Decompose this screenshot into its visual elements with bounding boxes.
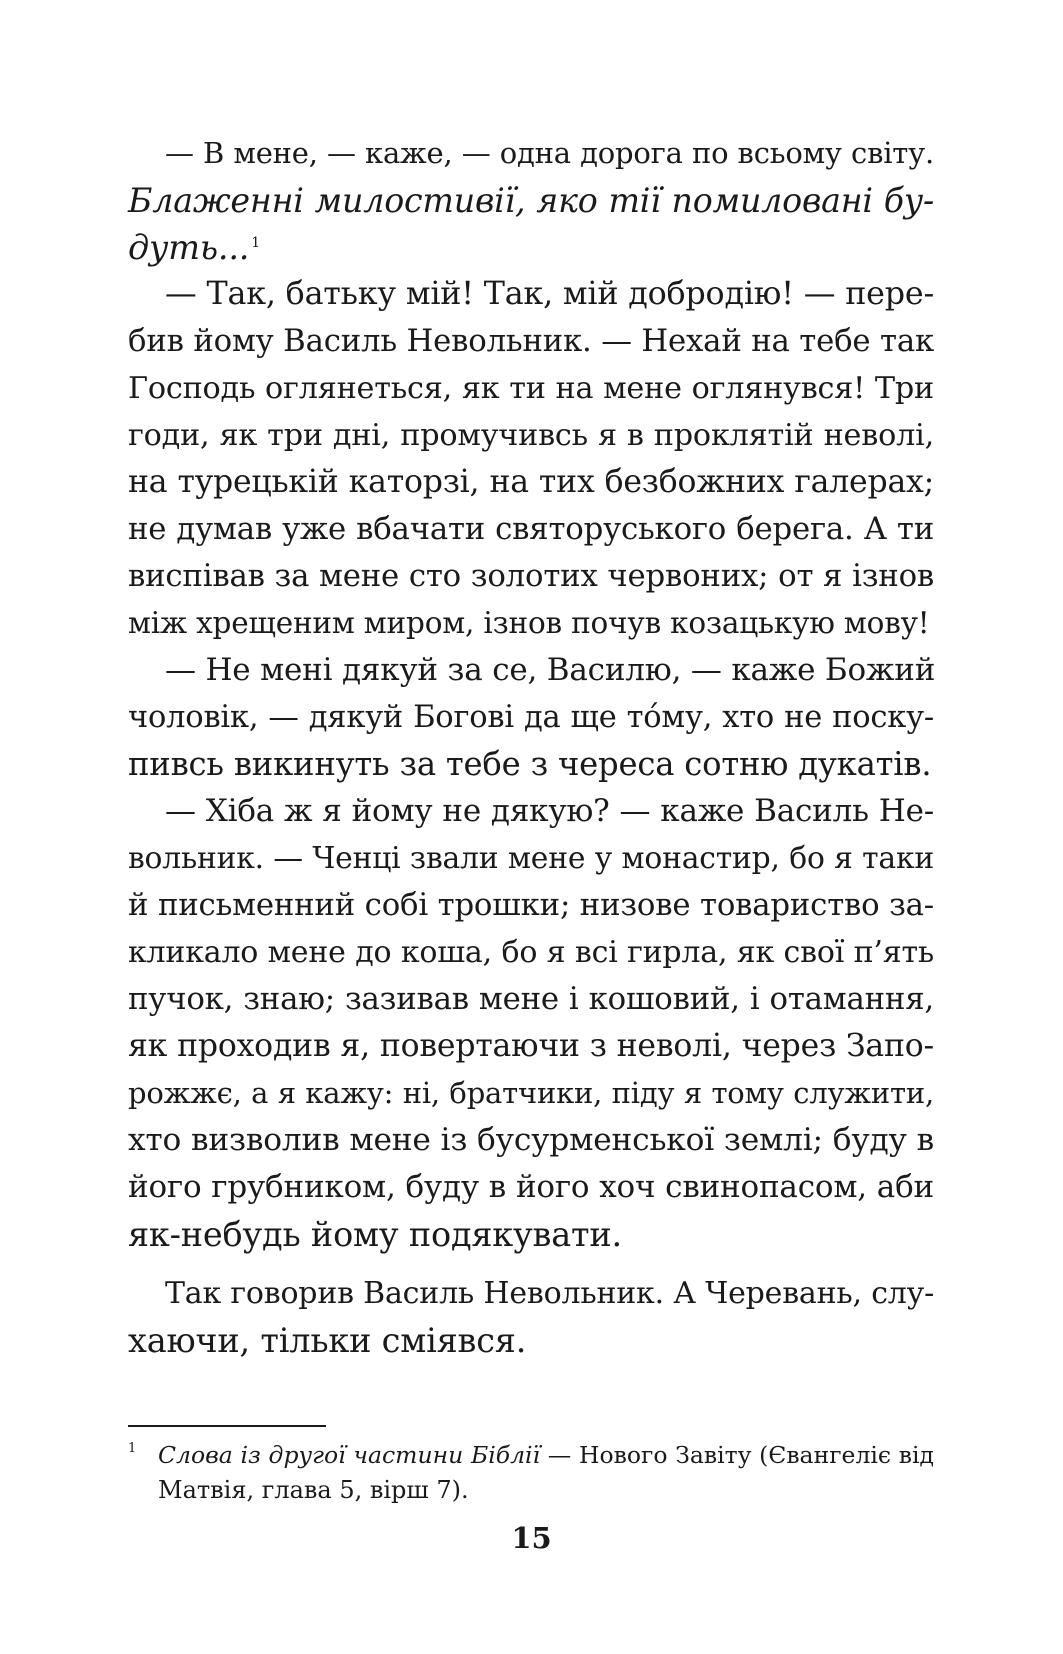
footnote-line-1 (128, 1438, 934, 1473)
paragraph-5-line-2: хаючи, тільки сміявся. (128, 1321, 527, 1360)
paragraph-2-line-2: бив йому Василь Невольник. — Нехай на тебе так (128, 323, 934, 359)
footnote-divider (128, 1425, 326, 1427)
footnote-italic: Слова із другої частини Біблії (158, 1441, 541, 1469)
paragraph-4-line-6: як проходив я, повертаючи з неволі, через Запо- (128, 1028, 934, 1064)
paragraph-4-line-10: як-небудь йому подякувати. (128, 1215, 622, 1254)
paragraph-2-line-8: між хрещеним миром, ізнов почув козацькую мову! (128, 606, 930, 640)
page-number: 15 (511, 1521, 552, 1555)
paragraph-3-line-2: чоловік, — дякуй Богові да ще то́му, хто не поску- (128, 700, 934, 735)
paragraph-4-line-1: — Хіба ж я йому не дякую? — каже Василь Не- (165, 793, 934, 829)
paragraph-2-line-5: на турецькій каторзі, на тих безбожних галерах; (128, 464, 934, 500)
paragraph-3-line-3: пивсь викинуть за тебе з череса сотню дукатів. (128, 745, 932, 783)
paragraph-4-line-2: вольник. — Ченці звали мене у монастир, бо я таки (128, 841, 934, 876)
paragraph-2-line-1: — Так, батьку мій! Так, мій добродію! — пере- (165, 276, 934, 312)
paragraph-1-line-3 (128, 224, 934, 271)
paragraph-4-line-4: кликало мене до коша, бо я всі гирла, як свої п’ять (128, 935, 934, 970)
page-body (128, 130, 934, 1364)
italic-quote: Блаженні милостивії, яко тії помиловані бу- (128, 181, 934, 220)
paragraph-4-line-3: й письменний собі трошки; низове товариство за- (128, 887, 934, 923)
paragraph-4-line-7: рожжє, а я кажу: ні, братчики, піду я тому служити, (128, 1076, 934, 1110)
footnote (128, 1438, 934, 1508)
paragraph-2-line-4: годи, як три дні, промучивсь я в проклятій неволі, (128, 418, 934, 453)
paragraph-4-line-8: хто визволив мене із бусурменської землі; буду в (128, 1122, 934, 1158)
paragraph-3-line-1: — Не мені дякуй за се, Василю, — каже Божий (165, 652, 936, 688)
paragraph-5-line-1: Так говорив Василь Невольник. А Черевань, слу- (165, 1276, 935, 1311)
paragraph-1-line-1: — В мене, — каже, — одна дорога по всьому світу. (165, 136, 934, 170)
paragraph-2-line-7: виспівав за мене сто золотих червоних; от я ізнов (128, 558, 934, 594)
footnote-text: — Нового Завіту (Євангеліє від (540, 1441, 934, 1469)
italic-quote-end: дуть... (128, 228, 250, 267)
footnote-marker: 1 (128, 1441, 137, 1456)
paragraph-2-line-3: Господь оглянеться, як ти на мене оглянувся! Три (128, 371, 934, 406)
paragraph-1-line-2 (128, 177, 934, 224)
paragraph-4-line-9: його грубником, буду в його хоч свинопасом, аби (128, 1169, 934, 1205)
footnote-reference[interactable]: 1 (251, 234, 260, 251)
footnote-line-2: Матвія, глава 5, вірш 7). (158, 1476, 469, 1504)
paragraph-4-line-5: пучок, знаю; зазивав мене і кошовий, і отамання, (128, 981, 934, 1017)
paragraph-2-line-6: не думав уже вбачати святоруського берега. А ти (128, 511, 934, 547)
